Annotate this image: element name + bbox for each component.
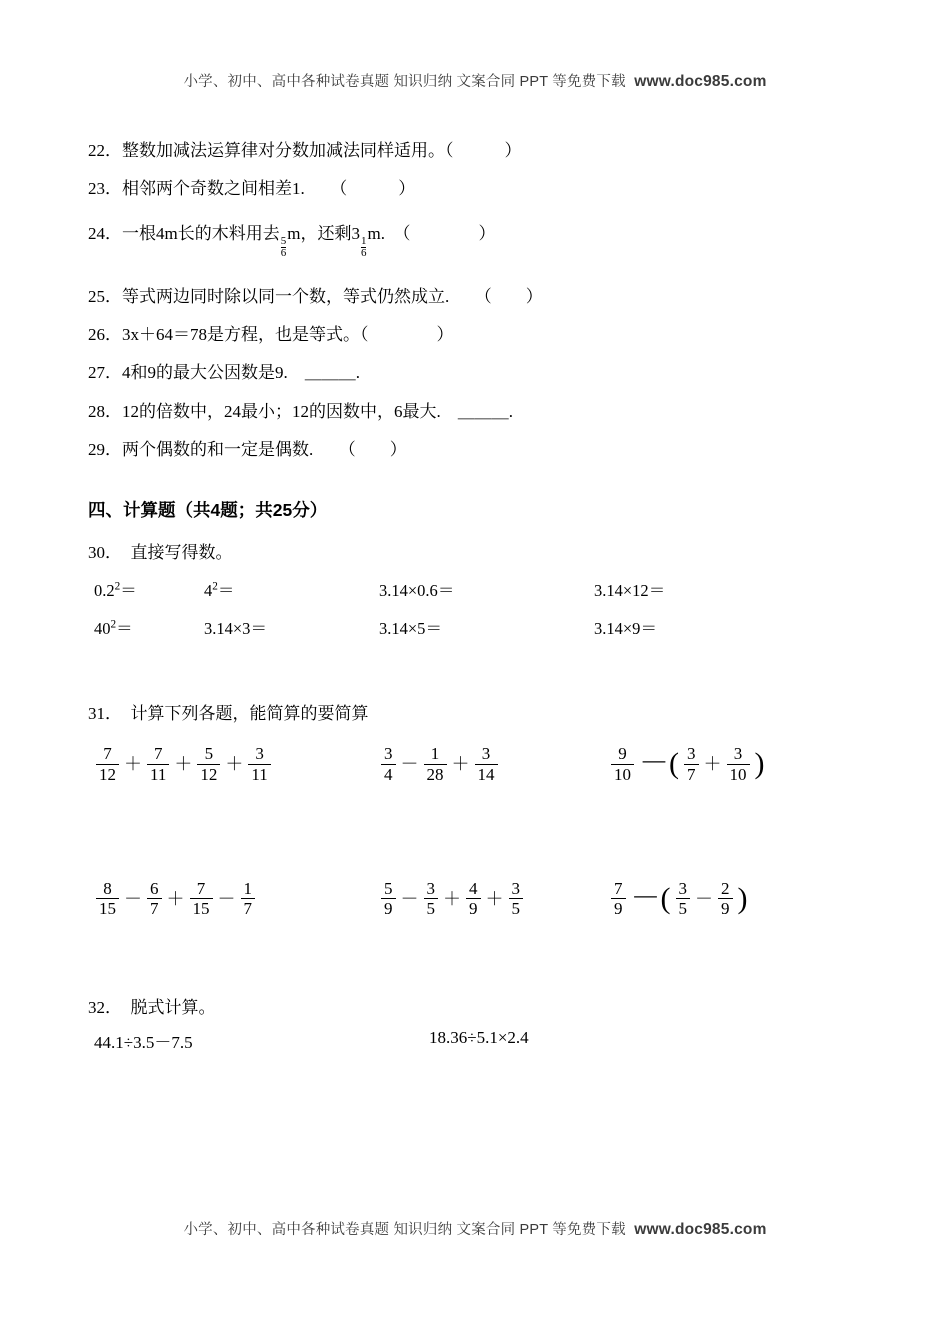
question-25 — [88, 284, 862, 310]
fraction-denominator: 14 — [475, 764, 498, 785]
fraction-numerator: 9 — [618, 744, 627, 764]
expression-cell — [94, 577, 204, 601]
question-29-number: 29． — [88, 440, 122, 460]
expression-base: 3.14×3 — [204, 619, 251, 639]
expression-slot — [379, 744, 609, 784]
question-28-number: 28． — [88, 401, 122, 421]
question-24-part2: m. （ ） — [367, 223, 496, 243]
fraction-denominator: 5 — [509, 898, 524, 919]
expression-tail: ＝ — [437, 581, 455, 601]
question-29-text: 两个偶数的和一定是偶数. （ ） — [122, 440, 407, 460]
fraction-numerator: 3 — [687, 744, 696, 764]
fraction — [381, 879, 396, 919]
section-heading-four: 四、计算题（共4题；共25分） — [88, 500, 328, 521]
expression-exponent: 2 — [212, 580, 218, 593]
fraction-denominator: 15 — [96, 898, 119, 919]
expression-cell — [204, 577, 379, 601]
math-expression — [609, 879, 839, 919]
math-operator: － — [400, 754, 419, 775]
fraction-numerator: 5 — [280, 234, 287, 247]
spacer — [88, 919, 862, 993]
expression-slot — [94, 744, 379, 784]
fraction — [727, 744, 750, 784]
expression-slot — [609, 879, 839, 919]
fraction-numerator: 3 — [678, 878, 687, 898]
question-32-label: 32． 脱式计算。 — [88, 997, 216, 1017]
fraction-denominator: 6 — [360, 247, 367, 260]
fraction — [611, 879, 626, 919]
fraction — [147, 879, 162, 919]
fraction — [424, 879, 439, 919]
question-24-fraction-1 — [281, 236, 287, 260]
math-operator: ) — [737, 881, 748, 915]
fraction-denominator: 9 — [718, 898, 733, 919]
fraction-numerator: 3 — [384, 744, 393, 764]
fraction-numerator: 8 — [103, 878, 112, 898]
fraction-numerator: 7 — [103, 744, 112, 764]
fraction-denominator: 9 — [381, 898, 396, 919]
watermark-top — [0, 70, 950, 91]
math-operator: －( — [639, 747, 679, 781]
math-operator: ＋ — [225, 754, 244, 775]
fraction — [190, 879, 213, 919]
question-32-left: 44.1÷3.5－7.5 — [94, 1032, 193, 1052]
fraction-denominator: 4 — [381, 764, 396, 785]
question-24-fraction-2 — [361, 236, 367, 260]
math-operator: － — [400, 888, 419, 909]
question-27 — [88, 360, 862, 386]
question-23-text: 相邻两个奇数之间相差1. （ ） — [122, 179, 416, 199]
math-expression — [94, 879, 379, 919]
expression-tail: ＝ — [648, 581, 666, 601]
fraction-numerator: 7 — [196, 878, 206, 898]
expression-tail: ＝ — [425, 619, 442, 639]
fraction-denominator: 10 — [611, 764, 634, 785]
fraction-denominator: 7 — [241, 898, 256, 919]
math-operator: ＋ — [451, 754, 470, 775]
spacer — [88, 653, 862, 699]
math-operator: ＋ — [703, 754, 722, 775]
fraction — [611, 744, 634, 784]
question-26-text: 3x＋64＝78是方程，也是等式。（ ） — [122, 325, 454, 345]
fraction — [676, 879, 691, 919]
document-content — [88, 138, 862, 1053]
fraction — [466, 879, 481, 919]
watermark-url: www.doc985.com — [634, 1221, 767, 1238]
question-31-label: 31． 计算下列各题，能简算的要简算 — [88, 704, 369, 724]
expression-base: 3.14×0.6 — [379, 581, 438, 601]
expression-tail: ＝ — [250, 619, 267, 639]
fraction-denominator: 7 — [147, 898, 162, 919]
math-operator: ＋ — [124, 754, 142, 775]
fraction-denominator: 10 — [727, 764, 750, 785]
question-23-number: 23． — [88, 179, 122, 199]
question-25-text: 等式两边同时除以同一个数，等式仍然成立. （ ） — [122, 286, 543, 306]
question-23 — [88, 176, 862, 202]
question-24-part1: 一根4m长的木料用去 — [122, 223, 280, 243]
expression-cell — [379, 577, 594, 601]
question-24-mid: m，还剩3 — [287, 223, 360, 243]
math-operator: ＋ — [174, 754, 193, 775]
fraction-numerator: 3 — [481, 744, 491, 764]
expression-base: 3.14×9 — [594, 619, 641, 639]
fraction — [96, 744, 119, 784]
fraction-numerator: 1 — [360, 234, 367, 247]
question-32-row — [88, 1028, 862, 1053]
expression-base: 3.14×5 — [379, 619, 426, 639]
math-expression — [379, 744, 609, 784]
expression-tail: ＝ — [217, 581, 235, 601]
fraction — [718, 879, 733, 919]
spacer — [88, 785, 862, 859]
fraction — [248, 744, 270, 784]
watermark-bottom — [0, 1218, 950, 1239]
fraction — [684, 744, 699, 784]
math-operator: ＋ — [166, 888, 185, 909]
fraction-denominator: 15 — [190, 898, 213, 919]
question-24 — [88, 221, 862, 260]
math-expression — [609, 744, 839, 784]
fraction-numerator: 3 — [511, 878, 520, 898]
fraction-denominator: 9 — [611, 898, 626, 919]
question-32-right: 18.36÷5.1×2.4 — [429, 1027, 529, 1047]
fraction-numerator: 7 — [153, 744, 163, 764]
fraction-denominator: 6 — [280, 247, 287, 260]
fraction-denominator: 11 — [147, 764, 169, 785]
math-expression — [379, 879, 609, 919]
fraction-numerator: 1 — [430, 744, 440, 764]
fraction-denominator: 9 — [466, 898, 481, 919]
fraction — [381, 744, 396, 784]
expression-exponent: 2 — [114, 580, 121, 593]
fraction-denominator: 11 — [248, 764, 270, 785]
question-30-row-1 — [88, 577, 862, 601]
question-22-number: 22． — [88, 141, 122, 160]
math-operator: ) — [754, 747, 765, 781]
question-28-text: 12的倍数中，24最小；12的因数中，6最大. ＿＿＿. — [122, 401, 513, 421]
question-31-row-2 — [88, 879, 862, 919]
question-22 — [88, 138, 862, 164]
expression-slot — [609, 744, 839, 784]
math-operator: －( — [630, 881, 671, 915]
question-24-number: 24． — [88, 223, 122, 243]
expression-base: 40 — [94, 619, 111, 639]
question-29 — [88, 437, 862, 463]
fraction-numerator: 5 — [384, 878, 393, 898]
fraction-numerator: 5 — [204, 744, 214, 764]
fraction-numerator: 2 — [721, 878, 730, 898]
question-30-row-2 — [88, 615, 862, 639]
fraction-denominator: 5 — [676, 898, 691, 919]
question-25-number: 25． — [88, 286, 122, 306]
math-operator: ＋ — [443, 888, 461, 909]
math-operator: － — [217, 888, 236, 909]
expression-exponent: 2 — [110, 618, 117, 631]
fraction-numerator: 3 — [733, 744, 743, 764]
expression-cell — [94, 615, 204, 639]
fraction-denominator: 28 — [424, 764, 447, 785]
fraction — [96, 879, 119, 919]
math-expression — [94, 744, 379, 784]
fraction-numerator: 4 — [469, 878, 478, 898]
expression-cell — [594, 577, 794, 601]
expression-tail: ＝ — [116, 619, 133, 639]
fraction-denominator: 7 — [684, 764, 699, 785]
question-22-text: 整数加减法运算律对分数加减法同样适用。（ ） — [122, 141, 522, 160]
expression-cell — [594, 615, 794, 639]
math-operator: － — [695, 888, 713, 909]
fraction — [509, 879, 524, 919]
fraction-denominator: 12 — [197, 764, 220, 785]
watermark-text: 小学、初中、高中各种试卷真题 知识归纳 文案合同 PPT 等免费下载 — [183, 1222, 635, 1238]
watermark-url: www.doc985.com — [634, 73, 767, 90]
fraction — [241, 879, 256, 919]
question-26-number: 26． — [88, 325, 122, 345]
fraction-numerator: 6 — [150, 878, 159, 898]
expression-tail: ＝ — [640, 619, 657, 639]
question-30-label: 30． 直接写得数。 — [88, 543, 233, 563]
question-28 — [88, 399, 862, 425]
expression-cell — [204, 615, 379, 639]
fraction-numerator: 1 — [243, 878, 252, 898]
question-27-number: 27． — [88, 363, 122, 383]
fraction — [197, 744, 220, 784]
fraction-numerator: 3 — [255, 744, 264, 764]
question-31-row-1 — [88, 744, 862, 784]
expression-slot — [379, 879, 609, 919]
expression-cell — [379, 615, 594, 639]
expression-base: 3.14×12 — [594, 581, 649, 601]
fraction-numerator: 3 — [426, 878, 435, 898]
fraction-denominator: 5 — [424, 898, 439, 919]
question-27-text: 4和9的最大公因数是9. ＿＿＿. — [122, 363, 360, 383]
fraction-denominator: 12 — [96, 764, 119, 785]
fraction — [147, 744, 169, 784]
fraction — [424, 744, 447, 784]
expression-base: 0.2 — [94, 581, 115, 601]
fraction-numerator: 7 — [614, 878, 623, 898]
expression-base: 4 — [204, 581, 213, 601]
expression-slot — [94, 879, 379, 919]
question-26 — [88, 322, 862, 348]
math-operator: ＋ — [485, 888, 504, 909]
watermark-text: 小学、初中、高中各种试卷真题 知识归纳 文案合同 PPT 等免费下载 — [183, 74, 635, 90]
math-operator: － — [124, 888, 142, 909]
expression-tail: ＝ — [120, 581, 137, 601]
fraction — [475, 744, 498, 784]
